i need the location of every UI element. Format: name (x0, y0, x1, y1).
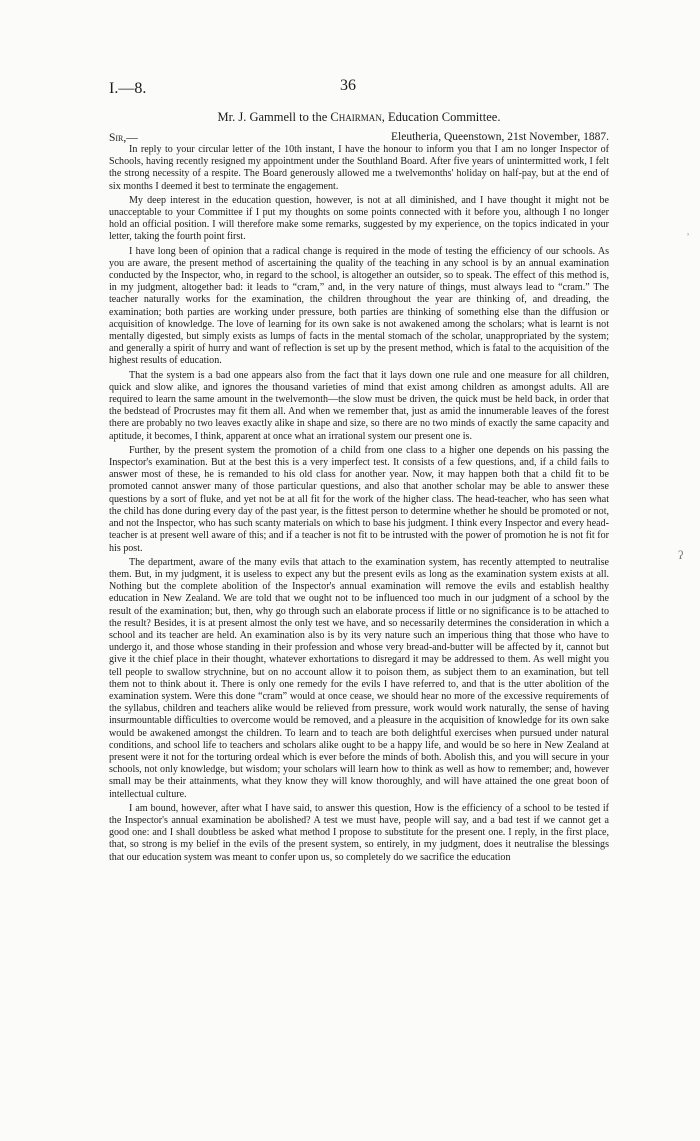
page-number: 36 (340, 77, 356, 94)
letter-title-suffix: , Education Committee. (381, 110, 501, 124)
page-header (109, 74, 609, 98)
page-reference: I.—8. (109, 80, 147, 97)
paragraph: My deep interest in the education question, however, is not at all diminished, and I have thought it might not be unacceptable to your Committee if I put my thoughts on some points connected with it before you, although I no longer hold an official position. I will therefore make some remarks, suggested by my experience, on the topics indicated in your letter, taking the fourth point first. (109, 194, 609, 243)
letter-address-date: Eleutheria, Queenstown, 21st November, 1887. (391, 131, 609, 143)
paragraph: That the system is a bad one appears also from the fact that it lays down one rule and one measure for all children, quick and slow alike, and ignores the thousand varieties of mind that exist among children as amongst adults. All are required to learn the same amount in the twelvemonth—the slow must be driven, the quick must be held back, in order that the bedstead of Procrustes may fit them all. And when we remember that, just as amid the innumerable leaves of the forest there are probably no two leaves exactly alike in shape and size, so there are no two minds of exactly the same capacity and aptitude, it becomes, I think, apparent at once what an irrational system our present one is. (109, 369, 609, 442)
letter-title-prefix: Mr. J. Gammell to the (217, 110, 328, 124)
paragraph: I am bound, however, after what I have said, to answer this question, How is the efficiency of a school to be tested if the Inspector's annual examination be abolished? A test we must have, people will say, and a bad test if we cannot get a good one: and I shall doubtless be asked what method I propose to substitute for the present one. I reply, in the first place, that, so strong is my belief in the evils of the present system, so entirely, in my judgment, does it neutralise the blessings that our education system was meant to confer upon us, so completely do we sacrifice the education (109, 802, 609, 863)
paragraph: I have long been of opinion that a radical change is required in the mode of testing the efficiency of our schools. As you are aware, the present method of ascertaining the quality of the teaching in any school is by an annual examination conducted by the Inspector, who, in regard to the school, is altogether an outsider, so to speak. The effect of this method is, in my judgment, altogether bad: it leads to “cram,” and, in the very nature of things, must always lead to “cram.” The teacher naturally works for the examination, the children throughout the year are thinking of, and dreading, the examination; both parties are working under pressure, both parties are thinking of something else than the diffusion or acquisition of knowledge. The love of learning for its own sake is not awakened among the scholars; what is learnt is not mentally digested, but simply exists as lumps of facts in the mental stomach of the scholar, unappropriated by the system; and generally a spirit of hurry and want of reflection is set up by the present method, which is fatal to the acquisition of the highest results of education. (109, 245, 609, 367)
letter-body (109, 144, 609, 864)
letter-title (109, 110, 609, 125)
paragraph: In reply to your circular letter of the 10th instant, I have the honour to inform you that I am no longer Inspector of Schools, having recently resigned my appointment under the Southland Board. After five years of unintermitted work, I felt the strong necessity of a respite. The Board generously allowed me a twelvemonths' holiday on half-pay, but at the end of six months I deemed it best to terminate the engagement. (109, 144, 609, 192)
margin-mark: ʔ (678, 548, 684, 562)
paragraph: The department, aware of the many evils that attach to the examination system, has recently attempted to neutralise them. But, in my judgment, it is useless to expect any but the present evils as long as the examination system exists at all. Nothing but the complete abolition of the Inspector's annual examination will remove the evils and establish healthy education in New Zealand. We are told that we ought not to be influenced too much in our judgment of a school by the result of the examination; but, then, why go through such an elaborate process if little or no significance is to be attached to the result? Besides, it is at present almost the only test we have, and so necessarily determines the consideration in which a school and its teacher are held. An examination also is by its very nature such an imperious thing that those who have to undergo it, and those whose standing in their profession and whose very bread-and-butter will be affected by it, cannot but give it the chief place in their thought, whatever exhortations to disregard it may be addressed to them. As well might you tell people to swallow strychnine, but on no account allow it to poison them, as subject them to an examination, but tell them not to think about it. There is only one remedy for the evils I have referred to, and that is the utter abolition of the examination system. Were this done “cram” would at once cease, we should hear no more of the excessive requirements of the syllabus, children and teachers alike would be relieved from pressure, work would work naturally, the sense of having insurmountable difficulties to overcome would be removed, and a pleasure in the acquisition of knowledge for its own sake would be awakened amongst the children. To learn and to teach are both delightful exercises when pursued under natural conditions, and school life to teachers and scholars alike ought to be a happy life, and would be so here in New Zealand at present were it not for the torturing ordeal which is ever before the minds of both. Abolish this, and you will secure in your schools, not only knowledge, but wisdom; your scholars will learn how to think as well as how to remember; and, however small may be their attainments, what they know they will know thoroughly, and will have attained the one great boon of intellectual culture. (109, 556, 609, 800)
paragraph: Further, by the present system the promotion of a child from one class to a higher one depends on his passing the Inspector's examination. But at the best this is a very imperfect test. It consists of a few questions, and, if a child fails to answer most of these, he is remanded to his old class for another year. Now, it may happen both that a child fit to be promoted cannot answer many of those particular questions, and also that another scholar may be able to answer these questions by a sort of fluke, and yet not be at all fit for the work of the higher class. The head-teacher, who has seen what the child has done during every day of the past year, is the fittest person to determine whether he should be promoted or not, and not the Inspector, who has such scanty materials on which to base his judgment. I think every Inspector and every head-teacher is at present well aware of this; and if a teacher is not fit to be intrusted with the power of promotion he is not fit for his post. (109, 444, 609, 554)
salutation: Sir,— (109, 132, 138, 144)
margin-mark: ˒ (686, 225, 690, 239)
letter-title-chairman: Chairman (330, 110, 382, 124)
